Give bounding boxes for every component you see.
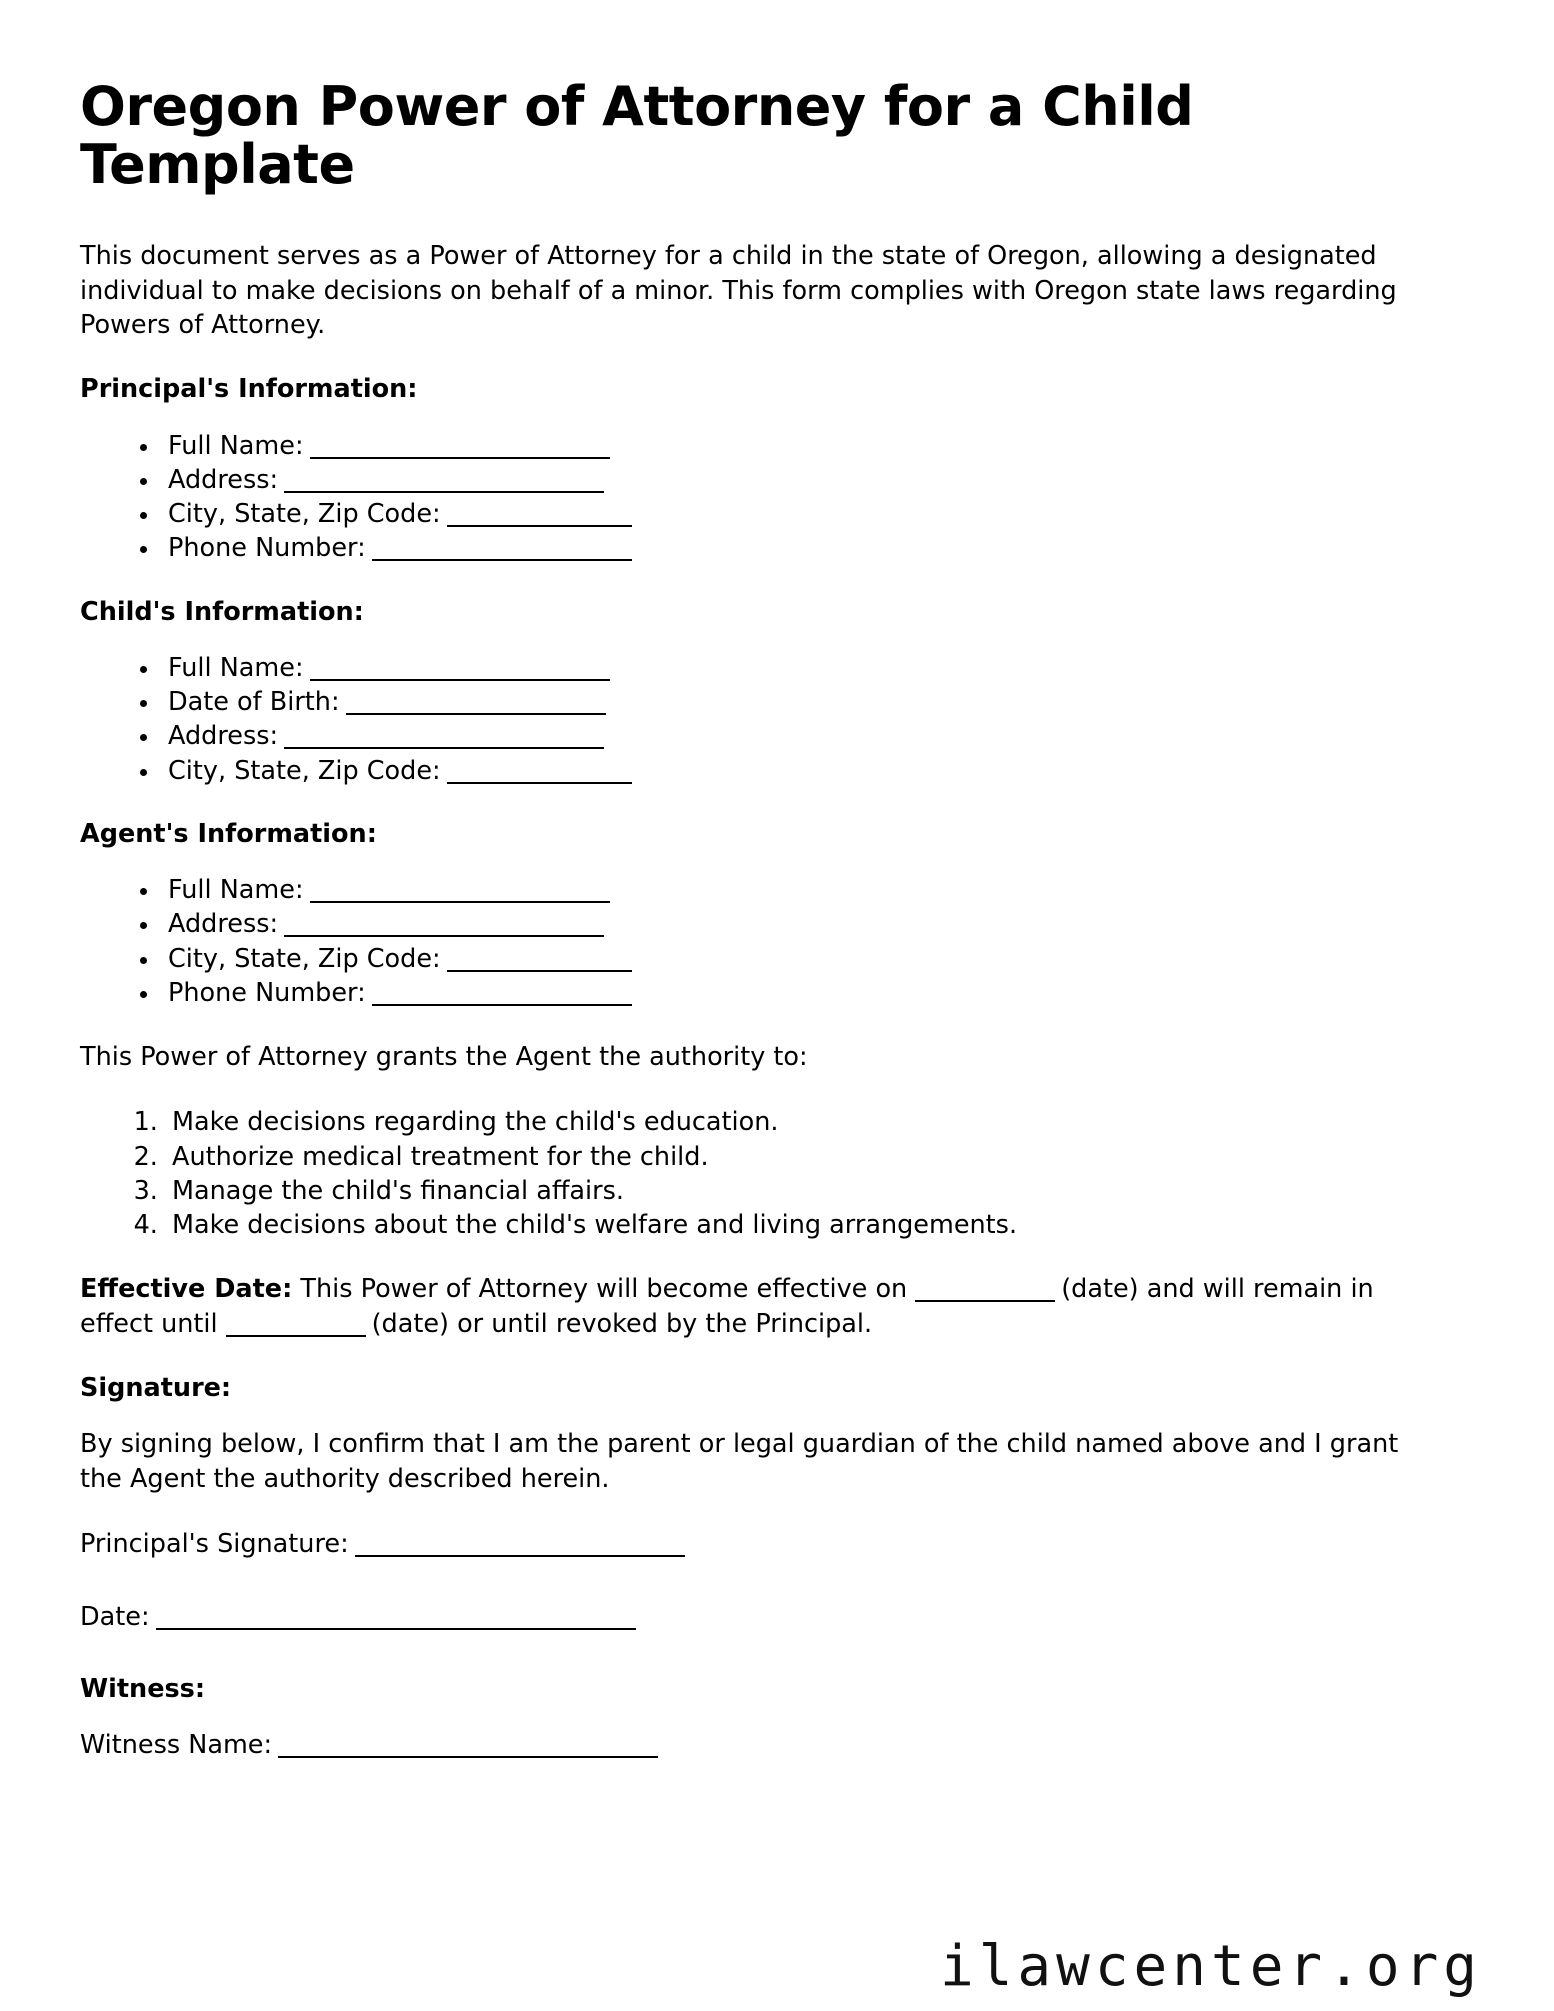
principal-section-heading: Principal's Information: [80, 374, 418, 405]
field-blank-line[interactable] [284, 729, 604, 749]
field-blank-line[interactable] [310, 883, 610, 903]
field-label: Phone Number: [168, 978, 366, 1009]
list-item [128, 942, 1474, 976]
field-blank-line[interactable] [447, 507, 632, 527]
field-blank-line[interactable] [284, 917, 604, 937]
field-label: Date of Birth: [168, 687, 340, 718]
principal-signature-label: Principal's Signature: [80, 1529, 349, 1560]
list-item [128, 719, 1474, 753]
list-item [128, 976, 1474, 1010]
witness-name-label: Witness Name: [80, 1730, 273, 1761]
witness-name-row [80, 1728, 1474, 1763]
signature-section-heading: Signature: [80, 1373, 232, 1404]
list-item: 4. Make decisions about the child's welfare and living arrangements. [166, 1208, 1474, 1242]
field-label: City, State, Zip Code: [168, 499, 441, 530]
agent-field-list [80, 873, 1474, 1010]
list-item [128, 497, 1474, 531]
field-label: Full Name: [168, 430, 304, 461]
footer-brand-watermark: ilawcenter.org [939, 1934, 1482, 1999]
witness-section-heading: Witness: [80, 1674, 206, 1705]
date-label: Date: [80, 1602, 150, 1633]
field-label: Full Name: [168, 875, 304, 906]
list-item [128, 685, 1474, 719]
field-blank-line[interactable] [447, 952, 632, 972]
agent-section-heading: Agent's Information: [80, 819, 377, 850]
principal-signature-blank-line[interactable] [355, 1537, 685, 1557]
field-label: City, State, Zip Code: [168, 755, 441, 786]
field-blank-line[interactable] [310, 439, 610, 459]
effective-date-text-3: (date) or until revoked by the Principal. [371, 1309, 873, 1340]
principal-field-list [80, 429, 1474, 566]
field-label: Address: [168, 909, 279, 940]
effective-date-paragraph [80, 1272, 1440, 1342]
principal-signature-row [80, 1527, 1474, 1562]
list-item [128, 907, 1474, 941]
effective-date-text-2: (date) and will remain in effect until [80, 1274, 1374, 1340]
child-section-heading: Child's Information: [80, 596, 364, 627]
list-item: 2. Authorize medical treatment for the child. [166, 1140, 1474, 1174]
date-row [80, 1600, 1474, 1635]
list-item [128, 463, 1474, 497]
child-field-list [80, 651, 1474, 788]
expiry-date-blank-line[interactable] [226, 1317, 366, 1337]
field-label: Phone Number: [168, 533, 366, 564]
field-blank-line[interactable] [447, 764, 632, 784]
field-blank-line[interactable] [372, 541, 632, 561]
list-item: 3. Manage the child's financial affairs. [166, 1174, 1474, 1208]
list-item [128, 429, 1474, 463]
signature-statement: By signing below, I confirm that I am the parent or legal guardian of the child named above and I grant the Agent the authority described herein. [80, 1429, 1399, 1495]
field-blank-line[interactable] [372, 986, 632, 1006]
effective-date-blank-line[interactable] [915, 1282, 1055, 1302]
witness-name-blank-line[interactable] [278, 1738, 658, 1758]
authority-intro: This Power of Attorney grants the Agent the authority to: [80, 1042, 808, 1073]
list-item [128, 754, 1474, 788]
authority-list [80, 1105, 1474, 1242]
date-blank-line[interactable] [156, 1610, 636, 1630]
page-title: Oregon Power of Attorney for a Child Template [80, 75, 1194, 197]
intro-paragraph: This document serves as a Power of Attorney for a child in the state of Oregon, allowing a designated individual to make decisions on behalf of a minor. This form complies with Oregon state laws regarding Powers of Attorney. [80, 240, 1397, 341]
list-item: 1. Make decisions regarding the child's education. [166, 1105, 1474, 1139]
effective-date-label: Effective Date: [80, 1274, 293, 1305]
field-label: Full Name: [168, 652, 304, 683]
field-blank-line[interactable] [346, 695, 606, 715]
list-item [128, 531, 1474, 565]
field-label: Address: [168, 464, 279, 495]
list-item [128, 651, 1474, 685]
field-blank-line[interactable] [284, 473, 604, 493]
field-label: Address: [168, 721, 279, 752]
effective-date-text-1: This Power of Attorney will become effective on [300, 1274, 908, 1305]
field-blank-line[interactable] [310, 661, 610, 681]
list-item [128, 873, 1474, 907]
field-label: City, State, Zip Code: [168, 943, 441, 974]
